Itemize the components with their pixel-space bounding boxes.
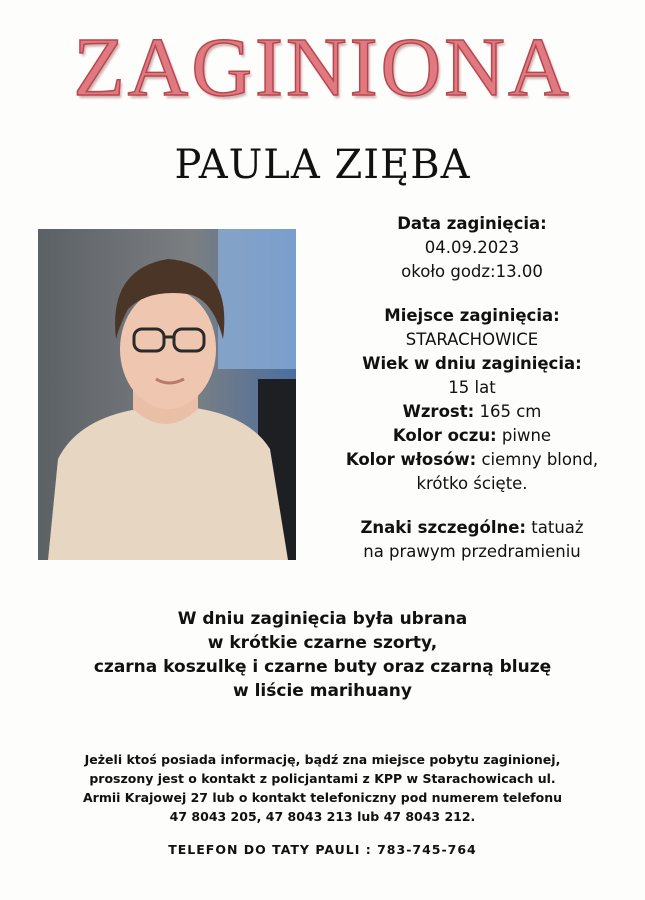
details-panel [302, 212, 642, 564]
contact-line: Armii Krajowej 27 lub o kontakt telefoniczny pod numerem telefonu [83, 790, 562, 805]
marks-value: tatuaż [531, 518, 584, 537]
marks-label: Znaki szczególne: [360, 518, 527, 537]
missing-person-name: PAULA ZIĘBA [174, 142, 471, 188]
age-label: Wiek w dniu zaginięcia: [362, 354, 582, 373]
place-value: STARACHOWICE [405, 330, 539, 349]
hair-value-cont: krótko ścięte. [416, 474, 528, 493]
contact-line: 47 8043 205, 47 8043 213 lub 47 8043 212. [169, 809, 476, 824]
portrait-illustration [38, 229, 296, 560]
age-value: 15 lat [448, 378, 496, 397]
clothes-line: czarna koszulkę i czarne buty oraz czarną bluzę [93, 657, 552, 677]
poster-title: ZAGINIONA [73, 21, 572, 114]
date-label: Data zaginięcia: [397, 214, 547, 233]
hair-row [302, 448, 642, 472]
clothing-description [0, 607, 645, 703]
clothes-line: w liście marihuany [232, 681, 412, 701]
height-row [302, 400, 642, 424]
marks-value-cont: na prawym przedramieniu [363, 542, 581, 561]
missing-person-photo [38, 229, 296, 560]
date-value: 04.09.2023 [424, 238, 520, 257]
contact-instructions [20, 750, 625, 826]
eyes-value: piwne [501, 426, 552, 445]
place-label: Miejsce zaginięcia: [384, 306, 560, 325]
hair-label: Kolor włosów: [345, 450, 477, 469]
height-label: Wzrost: [402, 402, 475, 421]
hair-value: ciemny blond, [481, 450, 599, 469]
clothes-line: W dniu zaginięcia była ubrana [177, 609, 468, 629]
contact-line: proszony jest o kontakt z policjantami z KPP w Starachowicach ul. [89, 771, 556, 786]
eyes-row [302, 424, 642, 448]
marks-row [302, 516, 642, 540]
clothes-line: w krótkie czarne szorty, [207, 633, 438, 653]
contact-line: Jeżeli ktoś posiada informację, bądź zna miejsce pobytu zaginionej, [84, 752, 561, 767]
time-value: około godz:13.00 [401, 262, 543, 281]
eyes-label: Kolor oczu: [392, 426, 497, 445]
height-value: 165 cm [479, 402, 542, 421]
father-phone: TELEFON DO TATY PAULI : 783-745-764 [168, 842, 477, 857]
